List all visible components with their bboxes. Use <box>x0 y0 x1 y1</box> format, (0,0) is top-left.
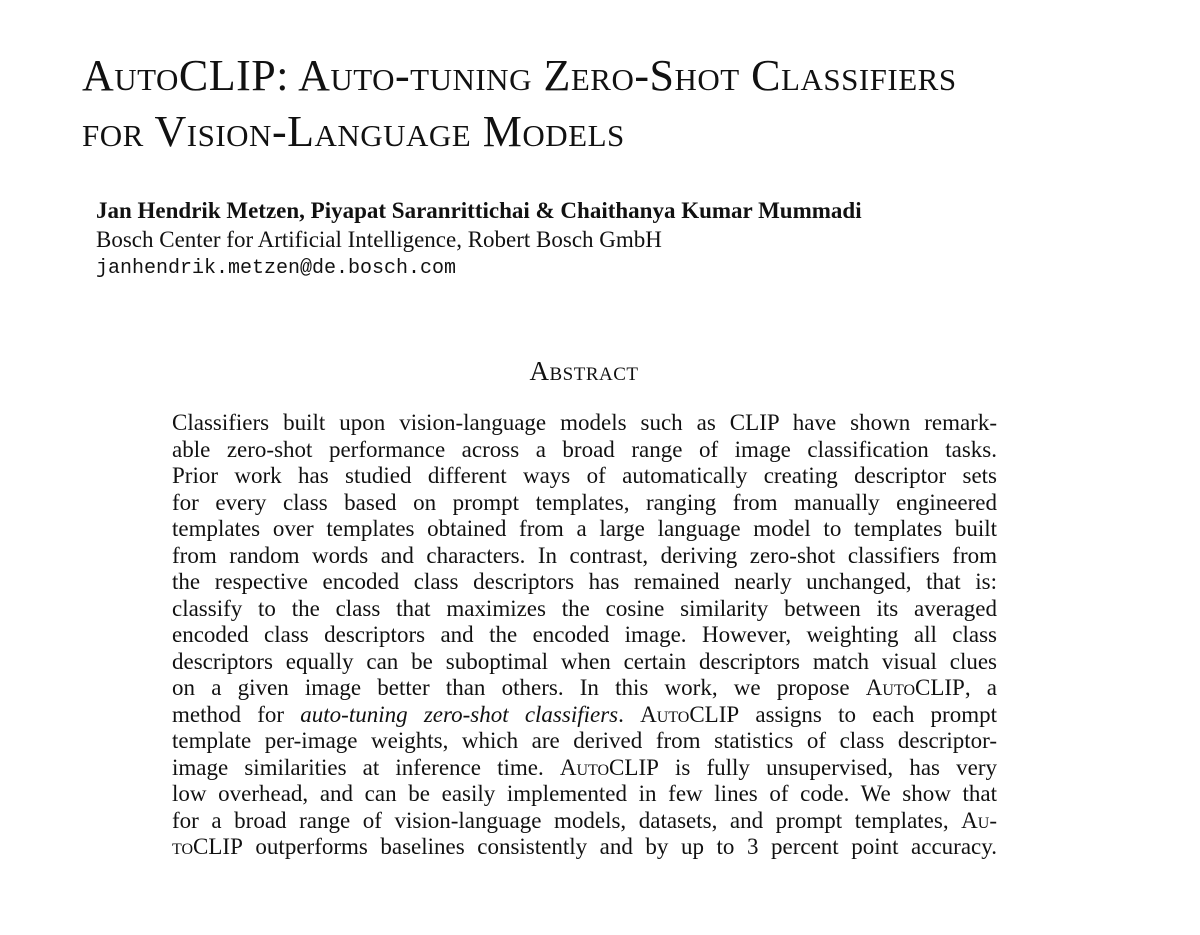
abstract-line: classify to the class that maximizes the cosine similarity between its averaged <box>172 595 997 621</box>
autoclip-name: toCLIP <box>172 834 243 859</box>
abstract-line: templates over templates obtained from a large language model to templates built <box>172 516 997 541</box>
emphasized-phrase: auto-tuning zero-shot classifiers <box>300 701 619 727</box>
paper-title-line-1: AutoCLIP: Auto-tuning Zero-Shot Classifiers <box>82 51 957 100</box>
abstract-line: low overhead, and can be easily implemented in few lines of code. We show that <box>172 781 997 806</box>
abstract-line: from random words and characters. In contrast, deriving zero-shot classifiers from <box>172 542 997 568</box>
abstract-heading: Abstract <box>529 356 639 386</box>
abstract-line: template per-image weights, which are derived from statistics of class descriptor- <box>172 728 997 753</box>
author-list: Jan Hendrik Metzen, Piyapat Saranrittichai & Chaithanya Kumar Mummadi <box>96 198 862 223</box>
abstract-line: encoded class descriptors and the encoded image. However, weighting all class <box>172 622 997 647</box>
abstract-line: on a given image better than others. In this work, we propose AutoCLIP, a <box>172 675 997 700</box>
autoclip-name: AutoCLIP <box>559 754 659 780</box>
paper-title <box>82 48 1162 160</box>
abstract-line: for a broad range of vision-language models, datasets, and prompt templates, Au- <box>172 807 997 833</box>
affiliation: Bosch Center for Artificial Intelligence, Robert Bosch GmbH <box>96 227 662 252</box>
paper-title-line-2: for Vision-Language Models <box>82 107 625 156</box>
autoclip-name: AutoCLIP <box>865 675 965 700</box>
abstract-line: for every class based on prompt templates, ranging from manually engineered <box>172 489 997 515</box>
author-email[interactable]: janhendrik.metzen@de.bosch.com <box>96 257 457 280</box>
autoclip-name: Au- <box>961 807 997 833</box>
abstract-line: method for auto-tuning zero-shot classifiers. AutoCLIP assigns to each prompt <box>172 701 997 727</box>
abstract-line: Prior work has studied different ways of automatically creating descriptor sets <box>172 463 997 488</box>
abstract-line: the respective encoded class descriptors has remained nearly unchanged, that is: <box>172 569 997 594</box>
abstract-line: Classifiers built upon vision-language models such as CLIP have shown remark- <box>172 410 997 435</box>
abstract-line: toCLIP outperforms baselines consistently and by up to 3 percent point accuracy. <box>172 834 997 859</box>
abstract-body <box>172 410 997 861</box>
abstract-line: descriptors equally can be suboptimal when certain descriptors match visual clues <box>172 648 997 674</box>
abstract-line: image similarities at inference time. AutoCLIP is fully unsupervised, has very <box>172 754 997 780</box>
abstract-line: able zero-shot performance across a broad range of image classification tasks. <box>172 436 997 462</box>
autoclip-name: AutoCLIP <box>640 701 740 727</box>
